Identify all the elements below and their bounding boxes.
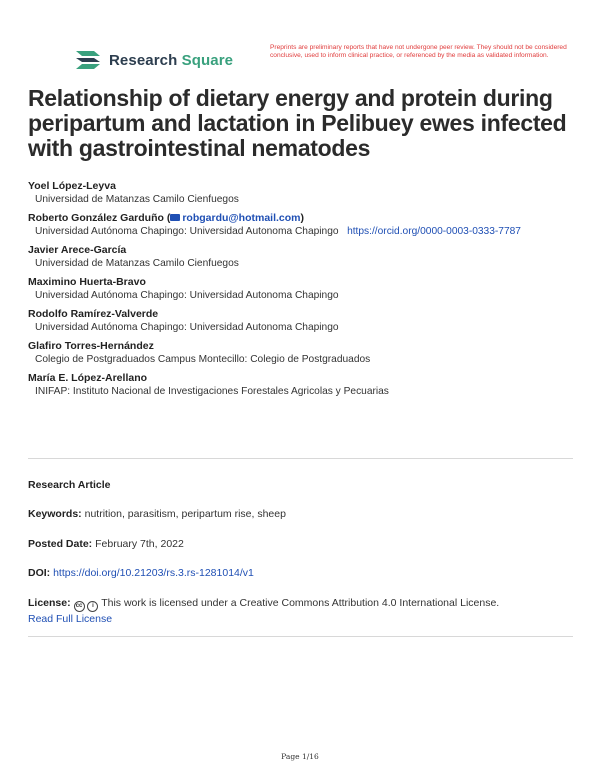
author-affiliation: Universidad de Matanzas Camilo Cienfuegos xyxy=(35,258,239,269)
author-name: Javier Arece-García xyxy=(28,244,127,256)
attribution-icon: i xyxy=(87,601,98,612)
research-square-logo[interactable] xyxy=(74,46,233,74)
author-name: Maximino Huerta-Bravo xyxy=(28,276,146,288)
article-type: Research Article xyxy=(28,479,111,491)
author-name: Glafiro Torres-Hernández xyxy=(28,340,154,352)
doi-line: DOI: https://doi.org/10.21203/rs.3.rs-1281014/v1 xyxy=(28,567,254,579)
envelope-icon xyxy=(170,214,180,221)
author-affiliation: INIFAP: Instituto Nacional de Investigaciones Forestales Agricolas y Pecuarias xyxy=(35,386,389,397)
license-line: License: cc i This work is licensed under a Creative Commons Attribution 4.0 International License. Read Full License xyxy=(28,597,500,625)
author-list xyxy=(28,179,578,399)
author-affiliation: Universidad Autónoma Chapingo: Universidad Autonoma Chapingo xyxy=(35,322,339,333)
author-email-link[interactable]: robgardu@hotmail.com xyxy=(170,212,300,224)
author-affiliation: Universidad de Matanzas Camilo Cienfuegos xyxy=(35,194,239,205)
author-affiliation: Colegio de Postgraduados Campus Montecillo: Colegio de Postgraduados xyxy=(35,354,371,365)
logo-text: Research Square xyxy=(109,51,234,69)
preprint-notice: Preprints are preliminary reports that have not undergone peer review. They should not be considered conclusive, used to inform clinical practice, or referenced by the media as validated information. xyxy=(270,44,567,60)
divider xyxy=(28,458,573,459)
orcid-link[interactable]: https://orcid.org/0000-0003-0333-7787 xyxy=(347,226,521,237)
author-affiliation: Universidad Autónoma Chapingo: Universidad Autonoma Chapingo https://orcid.org/0000-0003-0333-7787 xyxy=(35,226,521,237)
divider xyxy=(28,636,573,637)
author-name: Roberto González Garduño ( robgardu@hotmail.com) xyxy=(28,212,305,224)
author-name: Rodolfo Ramírez-Valverde xyxy=(28,308,159,320)
author-name: Yoel López-Leyva xyxy=(28,180,116,192)
paper-title: Relationship of dietary energy and protein during peripartum and lactation in Pelibuey ewes infected with gastrointestinal nematodes xyxy=(28,85,567,161)
page-number: Page 1/16 xyxy=(281,752,319,761)
doi-link[interactable]: https://doi.org/10.21203/rs.3.rs-1281014/v1 xyxy=(53,567,254,579)
creative-commons-icon: cc xyxy=(74,601,85,612)
read-full-license-link[interactable]: Read Full License xyxy=(28,613,113,625)
posted-date-line: Posted Date: February 7th, 2022 xyxy=(28,538,184,550)
research-square-logo-icon xyxy=(74,47,102,73)
author-affiliation: Universidad Autónoma Chapingo: Universidad Autonoma Chapingo xyxy=(35,290,339,301)
author-name: María E. López-Arellano xyxy=(28,372,148,384)
keywords-line: Keywords: nutrition, parasitism, peripartum rise, sheep xyxy=(28,508,286,520)
